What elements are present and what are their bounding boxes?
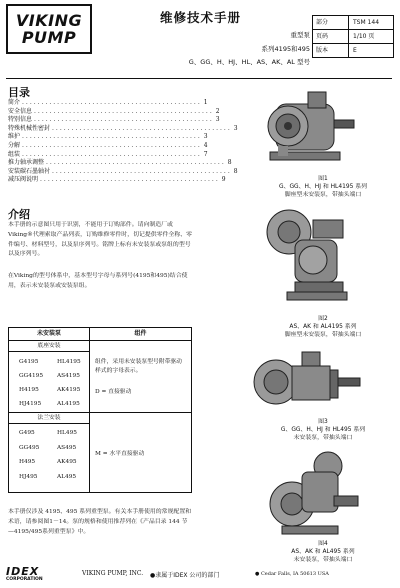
table-cell: AK4195 bbox=[57, 387, 81, 393]
group2-col1 bbox=[19, 426, 39, 484]
header-divider bbox=[6, 78, 392, 79]
idex-logo: IDEX CORPORATION bbox=[6, 565, 43, 582]
group1-col1 bbox=[19, 355, 43, 411]
table-cell: H495 bbox=[19, 459, 36, 465]
group2-col2 bbox=[57, 426, 77, 484]
table-cell: AS4195 bbox=[57, 373, 80, 379]
table-cell: GG495 bbox=[19, 444, 40, 451]
table-of-contents bbox=[8, 99, 238, 185]
intro-paragraph-2: 在Viking的型号体系中，基本型号字母与系列号(4195和495)结合使用，表示未安装泵或安装泵组。 bbox=[8, 273, 188, 289]
subtitle-series: 系列4195和495 bbox=[261, 45, 310, 53]
table-header-bare-pump: 未安装泵 bbox=[9, 328, 90, 341]
toc-item[interactable]: 维护 .............................................. 3 bbox=[8, 133, 208, 141]
table-cell: G495 bbox=[19, 430, 35, 436]
figure-3-pump-image bbox=[252, 346, 364, 414]
subtitle-models: G、GG、H、HJ、HL、AS、AK、AL 型号 bbox=[188, 58, 310, 66]
toc-item[interactable]: 特别信息 .............................................. 3 bbox=[8, 116, 220, 124]
toc-heading: 目录 bbox=[8, 86, 30, 99]
table-cell: HJ4195 bbox=[19, 401, 42, 407]
table-cell: H4195 bbox=[19, 387, 39, 393]
toc-item[interactable]: 特殊机械性密封 .............................................. 3 bbox=[8, 124, 238, 132]
toc-item[interactable]: 安全信息 .............................................. 2 bbox=[8, 107, 220, 115]
toc-item[interactable]: 减压阀说明 .............................................. 9 bbox=[8, 176, 226, 184]
info-row-version: 版本 E bbox=[313, 44, 393, 57]
info-row-section: 部分 TSM 144 bbox=[313, 16, 393, 30]
figure-2-pump-image bbox=[255, 200, 355, 310]
table-cell: AS495 bbox=[57, 444, 77, 451]
model-table bbox=[8, 327, 192, 493]
toc-item[interactable]: 分解 .............................................. 4 bbox=[8, 141, 208, 149]
toc-item[interactable]: 简介 .............................................. 1 bbox=[8, 99, 208, 106]
logo-line1: VIKING bbox=[15, 11, 83, 30]
table-cell: GG4195 bbox=[19, 373, 44, 379]
figure-4-pump-image bbox=[262, 446, 362, 538]
table-header-unit: 组件 bbox=[90, 328, 191, 341]
group1-col2 bbox=[57, 355, 81, 411]
toc-item[interactable]: 组装 .............................................. 7 bbox=[8, 150, 208, 158]
footer-company: VIKING PUMP, INC. bbox=[82, 570, 144, 577]
figure-1-caption: 图1 G、GG、H、HJ 和 HL4195 系列 脚座型未安装泵，带抽头端口 bbox=[279, 176, 367, 198]
info-row-page: 页码 1/10 页 bbox=[313, 30, 393, 44]
footer-division: ●隶属于IDEX 公司的部门 bbox=[150, 572, 220, 579]
table-cell: AL4195 bbox=[57, 401, 80, 407]
intro-heading: 介绍 bbox=[8, 208, 30, 221]
table-cell: HL4195 bbox=[57, 359, 81, 365]
table-cell: G4195 bbox=[19, 359, 39, 365]
group1-drive-note: D = 直接驱动 bbox=[95, 389, 132, 395]
subtitle-heavy-pump: 重型泵 bbox=[290, 31, 310, 39]
table-cell: HL495 bbox=[57, 430, 77, 436]
footer-address: ● Cedar Falls, IA 50613 USA bbox=[255, 571, 329, 577]
toc-item[interactable]: 安装碳石墨轴衬 .............................................. 8 bbox=[8, 167, 238, 175]
group-foot-mounted-label: 底座安装 bbox=[9, 341, 89, 352]
group1-note: 组件，采用未安装泵型号附带驱动样式的字母表示。 bbox=[95, 359, 182, 374]
logo-line2: PUMP bbox=[21, 28, 77, 47]
table-cell: HJ495 bbox=[19, 473, 38, 480]
figure-1-pump-image bbox=[248, 82, 358, 174]
table-cell: AL495 bbox=[57, 473, 77, 480]
page-title: 维修技术手册 bbox=[160, 10, 242, 25]
group-flange-mounted-label: 法兰安装 bbox=[9, 413, 89, 424]
figure-2-caption: 图2 AS、AK 和 AL4195 系列 脚座型未安装泵，带抽头端口 bbox=[284, 316, 362, 338]
scope-paragraph: 本手册仅涉及 4195、495 系列重型泵。有关本手册使用的常规配置和术语，请参阅图1－14。泵的规格和使用推荐列在《产品目录 144 节—4195/495系列重型泵》中。 bbox=[8, 509, 192, 535]
table-cell: AK495 bbox=[57, 459, 77, 465]
figure-3-caption: 图3 G、GG、H、HJ 和 HL495 系列 未安装泵，带抽头端口 bbox=[280, 419, 366, 441]
toc-item[interactable]: 推力轴承调整 .............................................. 8 bbox=[8, 159, 232, 167]
viking-pump-logo bbox=[6, 4, 92, 54]
group2-drive-note: M = 水平直接驱动 bbox=[95, 451, 145, 457]
intro-paragraph-1: 本手册的示意图只用于识别，不能用于订购部件。请向制造厂或Viking®代理索取产品列表，订购维修零件时，切记提供零件全称、零件编号、材料型号，以及泵序列号。铭牌上标有未安装泵或泵组的型号以及序列号。 bbox=[8, 222, 192, 258]
document-info-box bbox=[312, 15, 394, 58]
figure-4-caption: 图4 AS、AK 和 AL495 系列 未安装泵，带抽头端口 bbox=[291, 541, 355, 563]
